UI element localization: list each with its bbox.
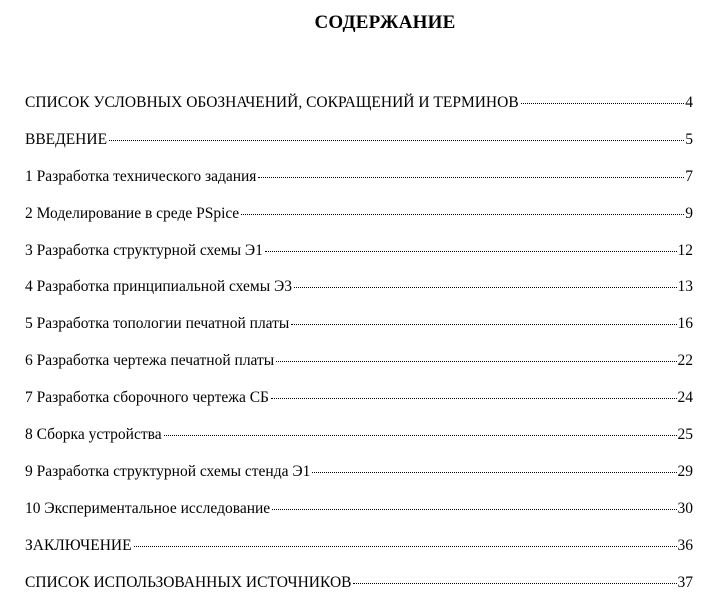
toc-page-number: 25 — [677, 426, 693, 444]
toc-entry — [25, 573, 693, 609]
toc-page-number: 24 — [677, 389, 693, 407]
dot-leader — [109, 139, 684, 141]
toc-entry — [25, 351, 693, 388]
toc-page-number: 37 — [677, 573, 693, 591]
toc-entry — [25, 167, 693, 204]
toc-entry — [25, 241, 693, 278]
toc-page-number: 4 — [685, 94, 693, 111]
toc-page-number: 7 — [685, 167, 693, 185]
toc-entry-label: СПИСОК УСЛОВНЫХ ОБОЗНАЧЕНИЙ, СОКРАЩЕНИЙ И ТЕРМИНОВ — [25, 94, 519, 111]
toc-entry-label: 10 Экспериментальное исследование — [25, 499, 271, 517]
toc-entry — [25, 425, 693, 462]
page-title: СОДЕРЖАНИЕ — [314, 12, 456, 33]
toc-entry-label: ЗАКЛЮЧЕНИЕ — [25, 536, 132, 554]
dot-leader — [294, 286, 677, 288]
toc-page-number: 29 — [677, 462, 693, 480]
toc-entry — [25, 388, 693, 425]
toc-page-number: 12 — [677, 241, 693, 259]
toc-page-number: 22 — [677, 352, 693, 370]
table-of-contents — [25, 93, 693, 609]
dot-leader — [241, 213, 684, 215]
toc-page-number: 9 — [685, 204, 693, 222]
toc-entry — [25, 536, 693, 573]
dot-leader — [271, 397, 677, 399]
toc-entry-label: 2 Моделирование в среде PSpice — [25, 204, 240, 222]
toc-entry-label: 1 Разработка технического задания — [25, 167, 257, 185]
toc-page-number: 30 — [677, 499, 693, 517]
dot-leader — [291, 323, 676, 325]
toc-entry — [25, 204, 693, 241]
toc-page-number: 36 — [677, 536, 693, 554]
dot-leader — [134, 545, 677, 547]
toc-entry — [25, 93, 693, 130]
toc-entry-label: ВВЕДЕНИЕ — [25, 130, 108, 148]
dot-leader — [164, 434, 677, 436]
toc-entry-label: 7 Разработка сборочного чертежа СБ — [25, 389, 269, 407]
toc-entry-label: 5 Разработка топологии печатной платы — [25, 315, 290, 333]
toc-page-number: 13 — [677, 278, 693, 296]
toc-page-number: 5 — [685, 130, 693, 148]
dot-leader — [265, 250, 677, 252]
dot-leader — [353, 582, 676, 584]
toc-entry — [25, 277, 693, 314]
toc-entry-label: 3 Разработка структурной схемы Э1 — [25, 241, 263, 259]
toc-entry — [25, 130, 693, 167]
toc-entry — [25, 462, 693, 499]
toc-entry-label: СПИСОК ИСПОЛЬЗОВАННЫХ ИСТОЧНИКОВ — [25, 573, 352, 591]
toc-entry-label: 6 Разработка чертежа печатной платы — [25, 352, 275, 370]
toc-entry-label: 4 Разработка принципиальной схемы Э3 — [25, 278, 292, 296]
toc-page-number: 16 — [677, 315, 693, 333]
toc-entry — [25, 314, 693, 351]
dot-leader — [312, 471, 676, 473]
toc-entry-label: 9 Разработка структурной схемы стенда Э1 — [25, 462, 311, 480]
dot-leader — [258, 176, 684, 178]
dot-leader — [272, 508, 676, 510]
dot-leader — [276, 360, 676, 362]
toc-entry — [25, 499, 693, 536]
dot-leader — [521, 102, 685, 104]
toc-entry-label: 8 Сборка устройства — [25, 426, 162, 444]
